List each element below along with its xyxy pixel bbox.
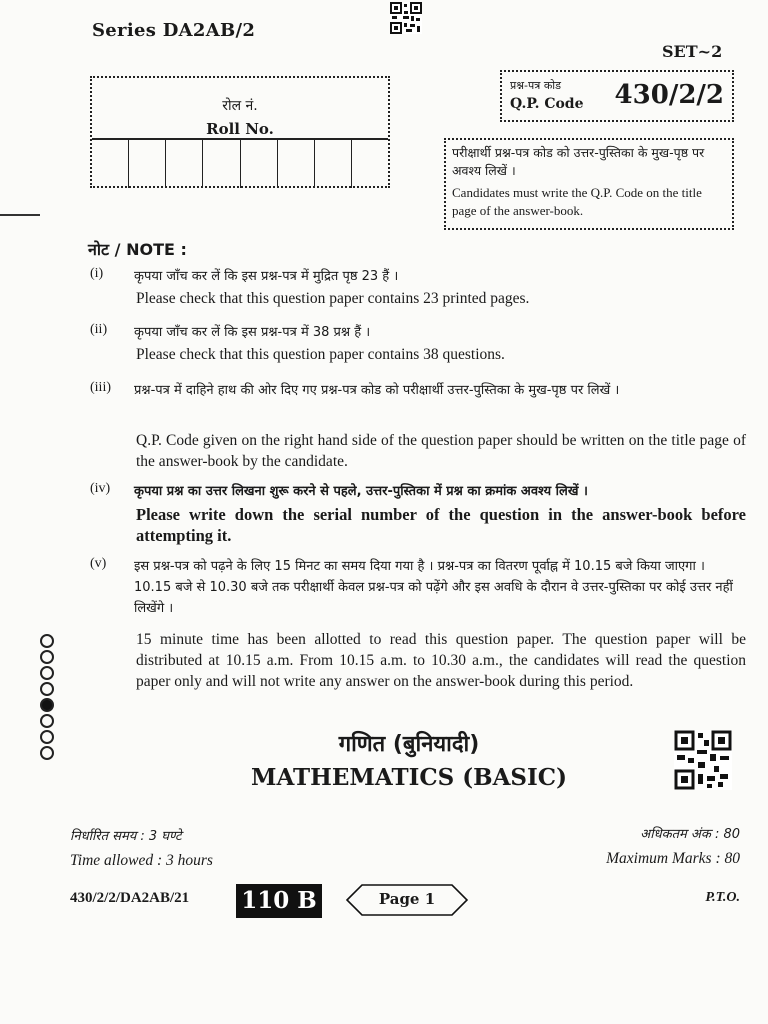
roll-cell[interactable] bbox=[315, 140, 352, 188]
note-hindi: कृपया प्रश्न का उत्तर लिखना शुरू करने से पहले, उत्तर-पुस्तिका में प्रश्न का क्रमांक अवश्य लिखें । bbox=[134, 484, 588, 499]
subject-title-hindi: गणित (बुनियादी) bbox=[338, 732, 480, 757]
note-hindi: कृपया जाँच कर लें कि इस प्रश्न-पत्र में 38 प्रश्न हैं । bbox=[134, 325, 371, 340]
series-label: Series DA2AB/2 bbox=[92, 20, 256, 41]
note-hindi: इस प्रश्न-पत्र को पढ़ने के लिए 15 मिनट का समय दिया गया है । प्रश्न-पत्र का वितरण पूर्वाह्न में 10.15 बजे किया जाएगा । 10.15 बजे से 10.30 बजे तक परीक्षार्थी केवल प्रश्न-पत्र को पढ़ेंगे और इस अवधि के दौरान वे उत्तर-पुस्तिका पर कोई उत्तर नहीं लिखेंगे । bbox=[134, 559, 733, 616]
note-number: (v) bbox=[90, 556, 107, 571]
qr-code-icon bbox=[674, 730, 732, 790]
center-code-badge: 110 B bbox=[236, 884, 322, 918]
roll-cell[interactable] bbox=[241, 140, 278, 188]
qp-code-label-hindi: प्रश्न-पत्र कोड bbox=[510, 79, 562, 92]
note-heading: नोट / NOTE : bbox=[88, 240, 187, 259]
roll-label-hindi: रोल नं. bbox=[222, 98, 258, 114]
qp-code-label-english: Q.P. Code bbox=[510, 96, 584, 112]
time-allowed-english: Time allowed : 3 hours bbox=[70, 852, 213, 869]
pto-label: P.T.O. bbox=[705, 890, 740, 905]
circle-mark bbox=[40, 650, 54, 664]
roll-cell[interactable] bbox=[352, 140, 388, 188]
time-allowed-hindi: निर्धारित समय : 3 घण्टे bbox=[70, 829, 182, 844]
instruction-english: Candidates must write the Q.P. Code on the title page of the answer-book. bbox=[452, 185, 702, 218]
subject-title-english: MATHEMATICS (BASIC) bbox=[251, 764, 567, 791]
roll-cell[interactable] bbox=[166, 140, 203, 188]
note-english: Q.P. Code given on the right hand side of the question paper should be written on the title page of the answer-book by the candidate. bbox=[136, 432, 746, 470]
page-number-badge bbox=[346, 884, 468, 916]
note-english: Please check that this question paper contains 38 questions. bbox=[136, 346, 505, 363]
roll-label-english: Roll No. bbox=[206, 120, 274, 138]
roll-cell[interactable] bbox=[203, 140, 240, 188]
circle-mark bbox=[40, 634, 54, 648]
roll-number-box bbox=[90, 76, 390, 188]
roll-cell[interactable] bbox=[92, 140, 129, 188]
note-number: (iv) bbox=[90, 481, 111, 496]
page-number-label: Page 1 bbox=[378, 890, 436, 908]
roll-cell[interactable] bbox=[129, 140, 166, 188]
circle-mark bbox=[40, 698, 54, 712]
note-hindi: प्रश्न-पत्र में दाहिने हाथ की ओर दिए गए प्रश्न-पत्र कोड को परीक्षार्थी उत्तर-पुस्तिका के मुख-पृष्ठ पर लिखें । bbox=[134, 383, 620, 398]
note-english: 15 minute time has been allotted to read this question paper. The question paper will be distributed at 10.15 a.m. From 10.15 a.m. to 10.30 a.m., the candidates will read the question paper only and will not write any answer on the answer-book during this period. bbox=[136, 631, 746, 690]
note-number: (i) bbox=[90, 266, 104, 281]
roll-cell[interactable] bbox=[278, 140, 315, 188]
qp-code-box bbox=[500, 70, 734, 122]
set-label: SET~2 bbox=[662, 42, 723, 61]
circle-mark bbox=[40, 666, 54, 680]
qr-code-icon bbox=[390, 2, 422, 34]
paper-code: 430/2/2/DA2AB/21 bbox=[70, 890, 190, 906]
qp-code-value: 430/2/2 bbox=[614, 80, 724, 110]
circle-mark bbox=[40, 714, 54, 728]
max-marks-english: Maximum Marks : 80 bbox=[606, 850, 740, 867]
roll-number-cells[interactable] bbox=[92, 138, 388, 188]
instruction-hindi: परीक्षार्थी प्रश्न-पत्र कोड को उत्तर-पुस्तिका के मुख-पृष्ठ पर अवश्य लिखें । bbox=[452, 145, 705, 178]
instruction-box bbox=[444, 138, 734, 230]
margin-mark bbox=[0, 214, 40, 216]
note-number: (iii) bbox=[90, 380, 111, 395]
note-number: (ii) bbox=[90, 322, 108, 337]
max-marks-hindi: अधिकतम अंक : 80 bbox=[640, 827, 740, 842]
note-english: Please write down the serial number of the question in the answer-book before attempting it. bbox=[136, 505, 746, 545]
note-english: Please check that this question paper contains 23 printed pages. bbox=[136, 290, 530, 307]
circle-mark bbox=[40, 682, 54, 696]
note-hindi: कृपया जाँच कर लें कि इस प्रश्न-पत्र में मुद्रित पृष्ठ 23 हैं । bbox=[134, 269, 399, 284]
